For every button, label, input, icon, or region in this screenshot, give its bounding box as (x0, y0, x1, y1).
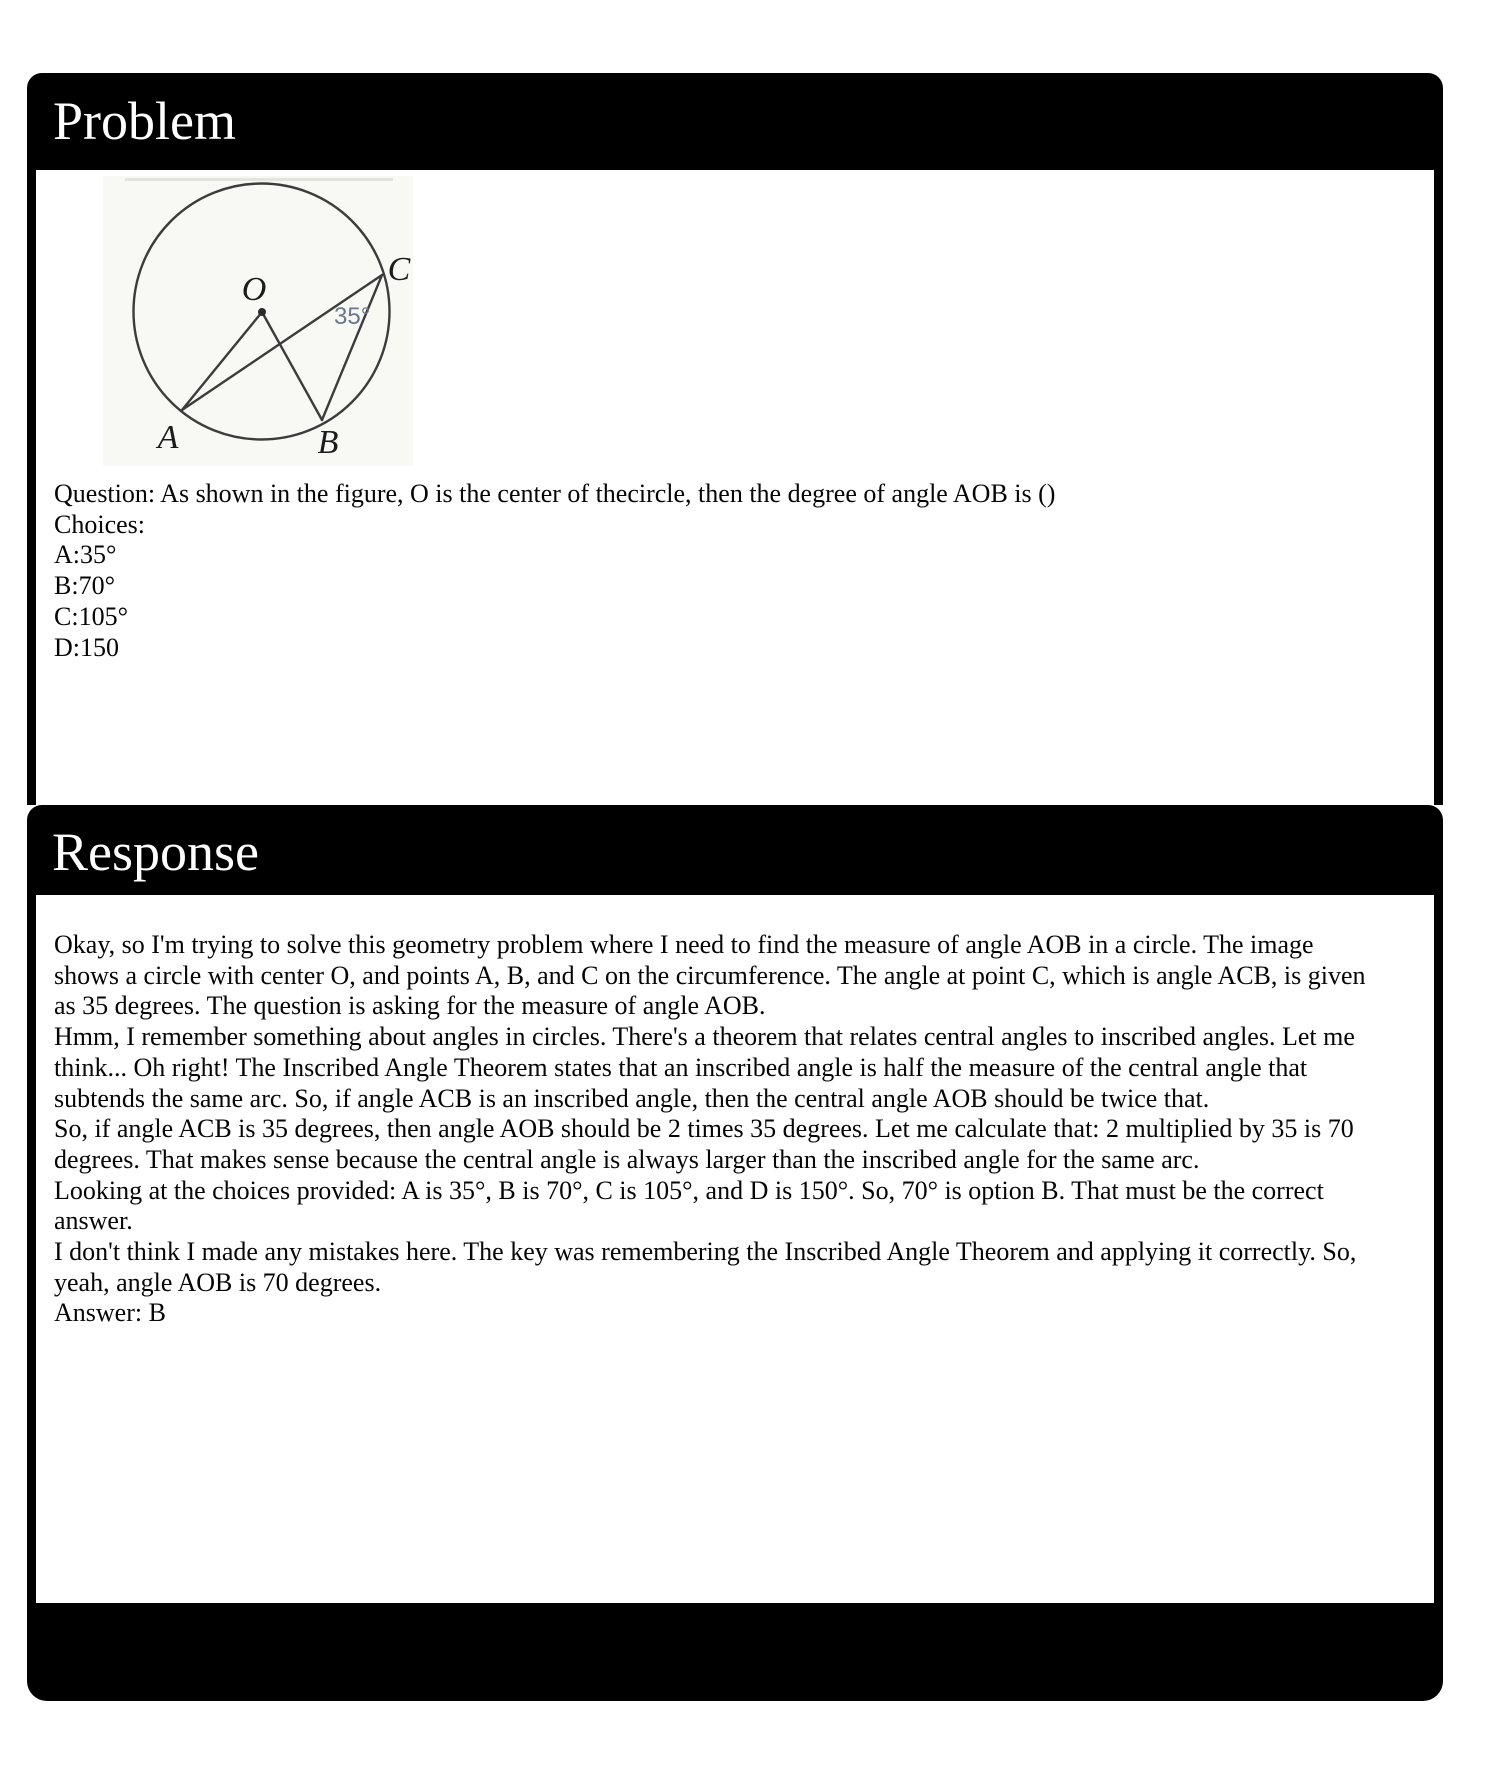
text-line: Okay, so I'm trying to solve this geometry problem where I need to find the measure of angle AOB in a circle. The image (54, 930, 1314, 959)
response-reasoning-text (54, 930, 1424, 1329)
problem-title: Problem (53, 91, 236, 151)
text-line: So, if angle ACB is 35 degrees, then angle AOB should be 2 times 35 degrees. Let me calculate that: 2 multiplied by 35 is 70 (54, 1114, 1354, 1144)
text-line: Answer: B (54, 1298, 166, 1328)
response-title: Response (52, 822, 259, 882)
radius-OB (262, 312, 322, 420)
text-line: shows a circle with center O, and points A, B, and C on the circumference. The angle at point C, which is angle ACB, is given (54, 960, 1366, 990)
text-line: subtends the same arc. So, if angle ACB is an inscribed angle, then the central angle AOB should be twice that. (54, 1083, 1210, 1113)
bottom-bar (27, 1603, 1443, 1701)
text-line: Looking at the choices provided: A is 35°, B is 70°, C is 105°, and D is 150°. So, 70° is option B. That must be the correct (54, 1175, 1324, 1205)
text-line: yeah, angle AOB is 70 degrees. (54, 1267, 382, 1297)
geometry-figure (103, 176, 413, 466)
text-line: answer. (54, 1206, 133, 1236)
text-line: Choices: (54, 509, 145, 539)
radius-OA (182, 312, 262, 410)
text-line: D:150 (54, 632, 119, 662)
problem-header-bar (27, 73, 1443, 170)
angle-value-label: 35° (334, 303, 371, 330)
point-label-A: A (157, 419, 179, 456)
text-line: I don't think I made any mistakes here. The key was remembering the Inscribed Angle Theorem and applying it correctly. So, (54, 1237, 1357, 1267)
text-line: Question: As shown in the figure, O is the center of thecircle, then the degree of angle AOB is () (54, 479, 1056, 508)
problem-question-text (54, 479, 1414, 663)
scan-artifact-line (125, 178, 393, 181)
text-line: A:35° (54, 540, 117, 570)
point-label-B: B (317, 424, 339, 461)
text-line: Hmm, I remember something about angles in circles. There's a theorem that relates central angles to inscribed angles. Let me (54, 1022, 1355, 1052)
point-label-C: C (387, 251, 411, 288)
point-label-O: O (241, 271, 267, 308)
text-line: think... Oh right! The Inscribed Angle Theorem states that an inscribed angle is half the measure of the central angle that (54, 1052, 1308, 1082)
circle-diagram (103, 176, 413, 466)
response-header-bar (27, 805, 1443, 895)
chord-AC (182, 275, 382, 410)
text-line: C:105° (54, 601, 128, 631)
center-point (258, 308, 266, 316)
text-line: as 35 degrees. The question is asking for the measure of angle AOB. (54, 991, 766, 1021)
chord-BC (322, 275, 382, 420)
text-line: B:70° (54, 571, 115, 601)
text-line: degrees. That makes sense because the central angle is always larger than the inscribed angle for the same arc. (54, 1144, 1200, 1174)
